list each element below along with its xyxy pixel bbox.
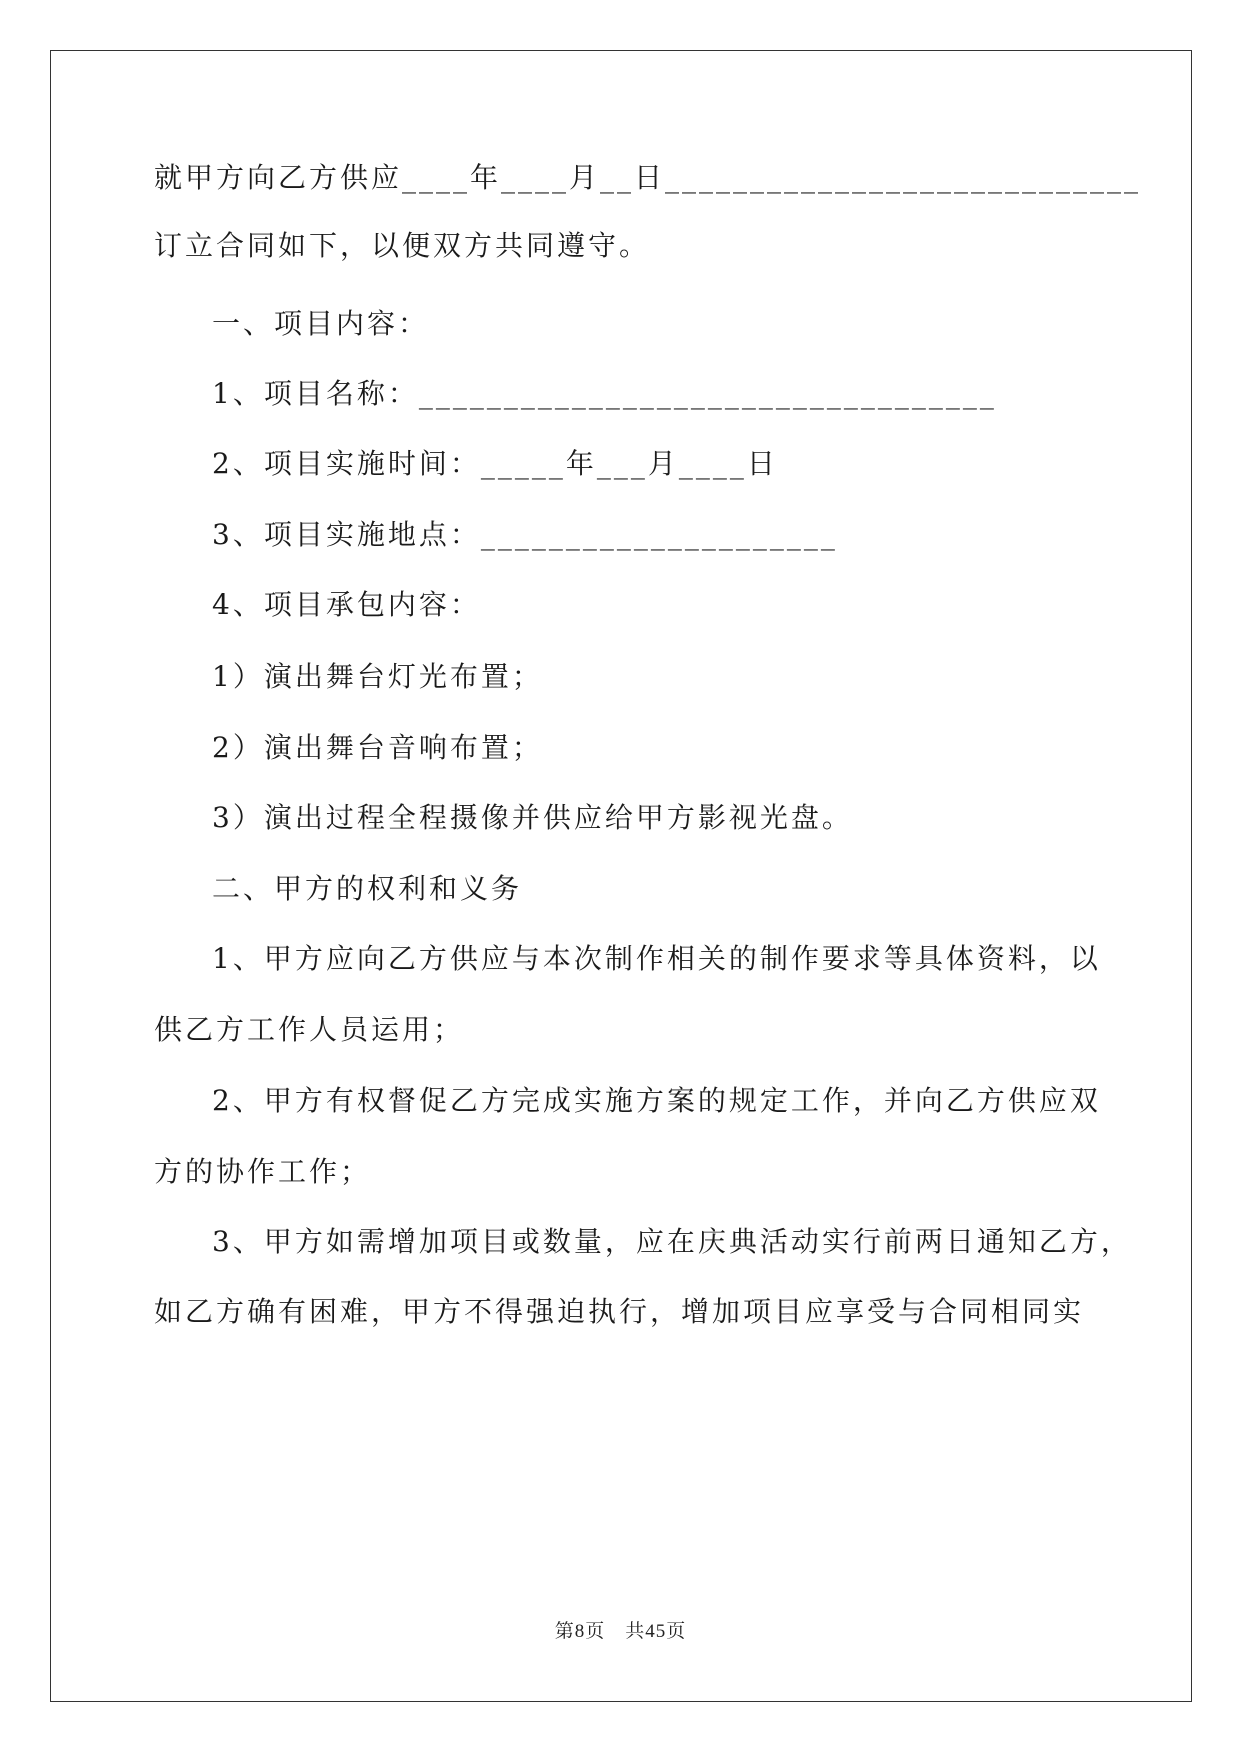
clause-3-line-2: 如乙方确有困难，甲方不得强迫执行，增加项目应享受与合同相同实 [154, 1295, 1085, 1328]
scope-item-video: 3）演出过程全程摄像并供应给甲方影视光盘。 [212, 801, 853, 834]
item-project-name: 1、项目名称：__________________________________ [212, 377, 997, 410]
page-number-footer: 第8页 共45页 [554, 1621, 687, 1642]
section-heading-1: 一、项目内容： [212, 307, 430, 340]
clause-3-line-1: 3、甲方如需增加项目或数量，应在庆典活动实行前两日通知乙方， [212, 1225, 1132, 1258]
text-line-1: 就甲方向乙方供应____年____月__日____________________________ [154, 161, 1142, 194]
item-project-time: 2、项目实施时间：_____年___月____日 [212, 447, 778, 480]
section-heading-2: 二、甲方的权利和义务 [212, 872, 523, 905]
clause-1-line-1: 1、甲方应向乙方供应与本次制作相关的制作要求等具体资料，以 [212, 942, 1101, 975]
scope-item-audio: 2）演出舞台音响布置； [212, 731, 543, 764]
scope-item-lighting: 1）演出舞台灯光布置； [212, 660, 543, 693]
clause-2-line-1: 2、甲方有权督促乙方完成实施方案的规定工作，并向乙方供应双 [212, 1084, 1101, 1117]
clause-1-line-2: 供乙方工作人员运用； [154, 1013, 465, 1046]
item-project-location: 3、项目实施地点：_____________________ [212, 518, 838, 551]
clause-2-line-2: 方的协作工作； [154, 1155, 372, 1188]
item-project-scope: 4、项目承包内容： [212, 588, 481, 621]
text-line-2: 订立合同如下，以便双方共同遵守。 [154, 229, 651, 262]
